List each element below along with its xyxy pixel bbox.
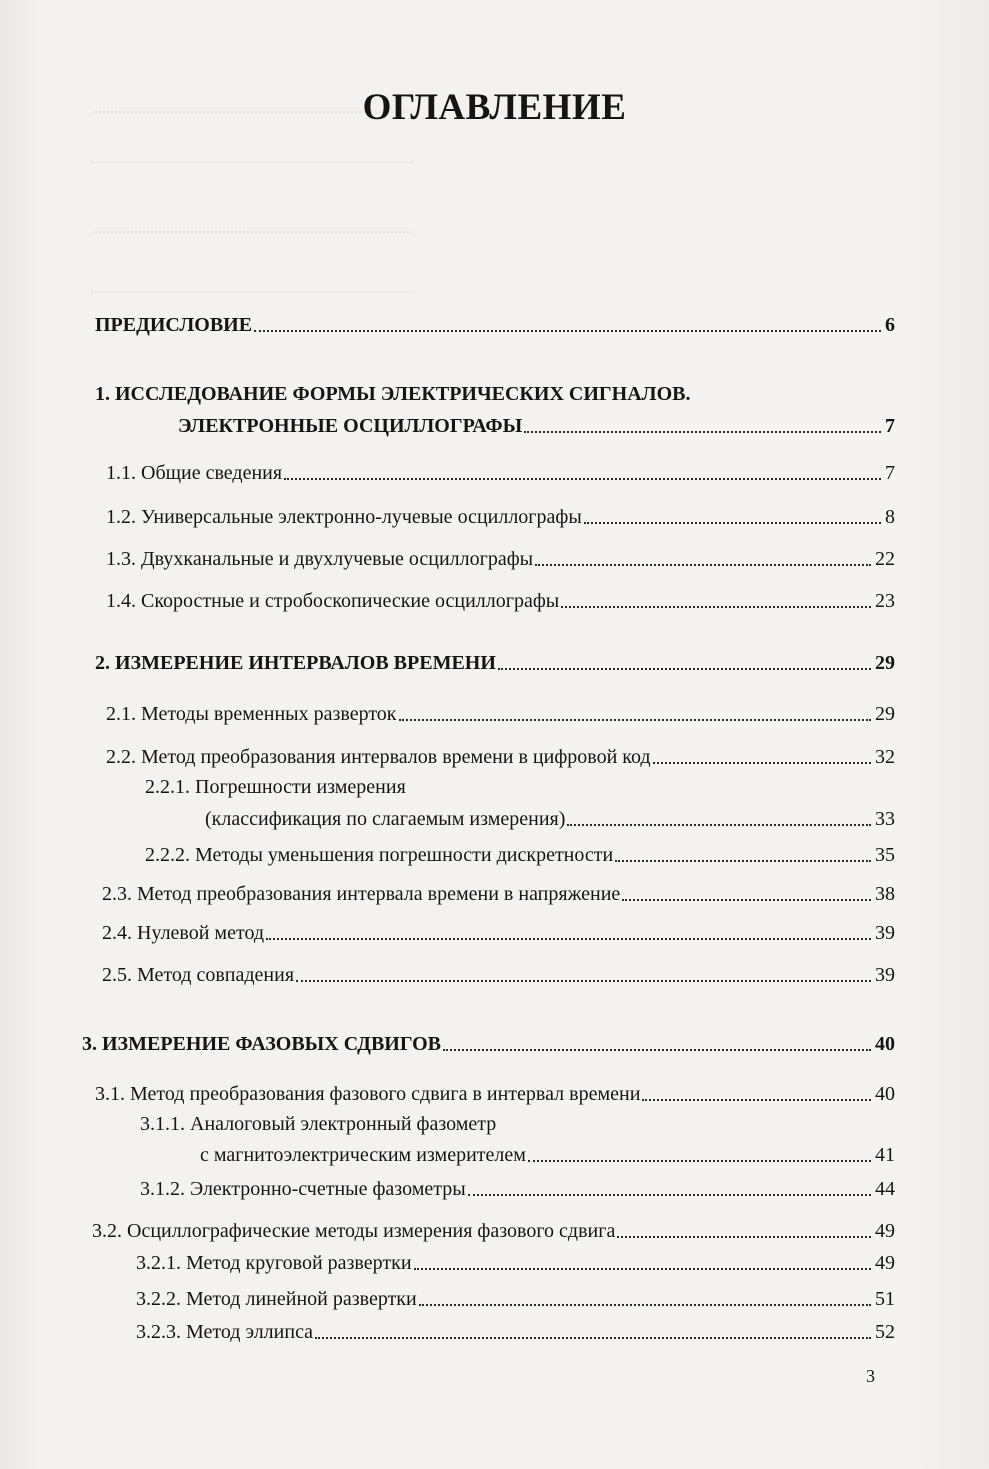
toc-page: 41 bbox=[875, 1144, 895, 1166]
dot-leader bbox=[284, 478, 881, 480]
toc-entry-3-1-1[interactable] bbox=[200, 1144, 895, 1167]
dot-leader bbox=[254, 330, 881, 332]
toc-label: 1.2. Универсальные электронно-лучевые осциллографы bbox=[106, 506, 582, 528]
toc-entry-2-2-2[interactable] bbox=[145, 844, 895, 867]
bleed-through: ................................................................................. bbox=[90, 220, 414, 237]
bleed-through: ................................................................................. bbox=[90, 150, 414, 167]
dot-leader bbox=[535, 564, 871, 566]
toc-label: 3.2.1. Метод круговой развертки bbox=[136, 1252, 412, 1274]
toc-page: 32 bbox=[875, 746, 895, 768]
toc-entry-preface[interactable] bbox=[95, 314, 895, 337]
bleed-through: ................................................................................. bbox=[90, 280, 414, 297]
toc-label: 3.2.3. Метод эллипса bbox=[136, 1321, 314, 1343]
page-title: ОГЛАВЛЕНИЕ bbox=[362, 87, 627, 128]
toc-entry-2-5[interactable] bbox=[102, 964, 895, 987]
dot-leader bbox=[528, 1160, 871, 1162]
dot-leader bbox=[561, 606, 871, 608]
toc-entry-2-2[interactable] bbox=[106, 746, 895, 769]
toc-label: 2.3. Метод преобразования интервала времени в напряжение bbox=[102, 883, 621, 905]
dot-leader bbox=[498, 668, 871, 670]
toc-entry-1-2[interactable] bbox=[106, 506, 895, 529]
toc-entry-3-2[interactable] bbox=[92, 1220, 895, 1243]
toc-entry-3-2-2[interactable] bbox=[136, 1288, 895, 1311]
toc-entry-ch1-line1[interactable]: 1. ИССЛЕДОВАНИЕ ФОРМЫ ЭЛЕКТРИЧЕСКИХ СИГНАЛОВ. bbox=[95, 383, 691, 405]
page-number: 3 bbox=[866, 1366, 875, 1386]
toc-label: ЭЛЕКТРОННЫЕ ОСЦИЛЛОГРАФЫ bbox=[178, 415, 523, 437]
toc-label: 2.2. Метод преобразования интервалов времени в цифровой код bbox=[106, 746, 651, 768]
toc-entry-1-1[interactable] bbox=[106, 462, 895, 485]
toc-entry-2-2-1[interactable] bbox=[205, 808, 895, 831]
toc-page: 7 bbox=[885, 415, 895, 437]
toc-page: 39 bbox=[875, 964, 895, 986]
toc-entry-2-4[interactable] bbox=[102, 922, 895, 945]
toc-label: 3.2. Осциллографические методы измерения фазового сдвига bbox=[92, 1220, 616, 1242]
toc-label: 3. ИЗМЕРЕНИЕ ФАЗОВЫХ СДВИГОВ bbox=[82, 1033, 441, 1055]
toc-page: 23 bbox=[875, 590, 895, 612]
toc-entry-ch2[interactable] bbox=[95, 652, 895, 675]
toc-label: 3.1.2. Электронно-счетные фазометры bbox=[140, 1178, 466, 1200]
toc-page: 6 bbox=[885, 314, 895, 336]
dot-leader bbox=[414, 1268, 871, 1270]
toc-page: 40 bbox=[875, 1083, 895, 1105]
toc-label: 2.4. Нулевой метод bbox=[102, 922, 265, 944]
dot-leader bbox=[622, 899, 871, 901]
dot-leader bbox=[296, 980, 871, 982]
toc-entry-2-3[interactable] bbox=[102, 883, 895, 906]
toc-label: 2.5. Метод совпадения bbox=[102, 964, 295, 986]
toc-label: 2.1. Методы временных разверток bbox=[106, 703, 397, 725]
toc-entry-3-1-1-line1[interactable]: 3.1.1. Аналоговый электронный фазометр bbox=[140, 1113, 497, 1135]
toc-page: 22 bbox=[875, 548, 895, 570]
toc-entry-3-1[interactable] bbox=[95, 1083, 895, 1106]
dot-leader bbox=[399, 719, 871, 721]
toc-entry-2-2-1-line1[interactable]: 2.2.1. Погрешности измерения bbox=[145, 776, 406, 798]
toc-page: 38 bbox=[875, 883, 895, 905]
toc-label: 3.1. Метод преобразования фазового сдвига в интервал времени bbox=[95, 1083, 641, 1105]
dot-leader bbox=[617, 1236, 871, 1238]
toc-label: 2. ИЗМЕРЕНИЕ ИНТЕРВАЛОВ ВРЕМЕНИ bbox=[95, 652, 496, 674]
toc-label: 3.2.2. Метод линейной развертки bbox=[136, 1288, 417, 1310]
toc-page: 44 bbox=[875, 1178, 895, 1200]
toc-entry-3-1-2[interactable] bbox=[140, 1178, 895, 1201]
toc-label: с магнитоэлектрическим измерителем bbox=[200, 1144, 526, 1166]
toc-page: 49 bbox=[875, 1252, 895, 1274]
toc-page: 33 bbox=[875, 808, 895, 830]
toc-label: ПРЕДИСЛОВИЕ bbox=[95, 314, 253, 336]
toc-entry-1-3[interactable] bbox=[106, 548, 895, 571]
toc-page: 7 bbox=[885, 462, 895, 484]
dot-leader bbox=[419, 1304, 871, 1306]
toc-entry-3-2-1[interactable] bbox=[136, 1252, 895, 1275]
dot-leader bbox=[315, 1337, 871, 1339]
dot-leader bbox=[567, 824, 871, 826]
toc-label: 2.2.2. Методы уменьшения погрешности дискретности bbox=[145, 844, 614, 866]
dot-leader bbox=[524, 431, 881, 433]
toc-entry-2-1[interactable] bbox=[106, 703, 895, 726]
toc-label: 1.4. Скоростные и стробоскопические осциллографы bbox=[106, 590, 560, 612]
toc-page: 8 bbox=[885, 506, 895, 528]
toc-page: 39 bbox=[875, 922, 895, 944]
toc-label: (классификация по слагаемым измерения) bbox=[205, 808, 566, 830]
toc-label: 1.3. Двухканальные и двухлучевые осциллографы bbox=[106, 548, 534, 570]
dot-leader bbox=[266, 938, 871, 940]
toc-page: 40 bbox=[875, 1033, 895, 1055]
toc-page: 29 bbox=[875, 652, 895, 674]
dot-leader bbox=[468, 1194, 871, 1196]
toc-page: 49 bbox=[875, 1220, 895, 1242]
dot-leader bbox=[584, 522, 881, 524]
toc-entry-1-4[interactable] bbox=[106, 590, 895, 613]
dot-leader bbox=[642, 1099, 871, 1101]
dot-leader bbox=[443, 1049, 871, 1051]
toc-page: 35 bbox=[875, 844, 895, 866]
toc-page: 29 bbox=[875, 703, 895, 725]
toc-page: 52 bbox=[875, 1321, 895, 1343]
toc-entry-3-2-3[interactable] bbox=[136, 1321, 895, 1344]
dot-leader bbox=[615, 860, 871, 862]
toc-label: 1.1. Общие сведения bbox=[106, 462, 283, 484]
dot-leader bbox=[653, 762, 871, 764]
toc-entry-ch1[interactable] bbox=[178, 415, 895, 438]
toc-entry-ch3[interactable] bbox=[82, 1033, 895, 1056]
toc-page: 51 bbox=[875, 1288, 895, 1310]
bleed-through: ................................................................................. bbox=[90, 100, 414, 117]
